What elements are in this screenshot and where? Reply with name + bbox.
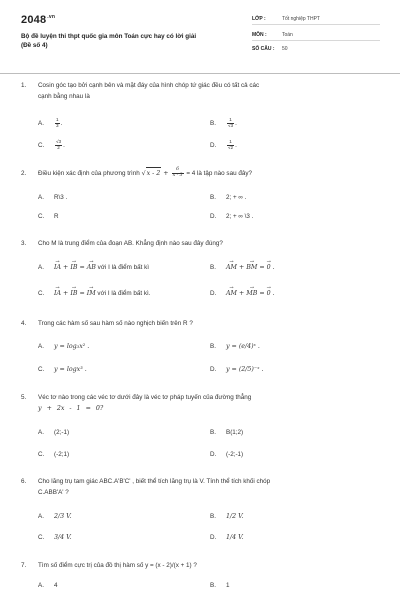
q6-option-b[interactable]: B. 1/2 V. xyxy=(210,513,244,520)
q4-option-a[interactable]: A. y = log₃x² . xyxy=(38,343,90,350)
question-7-number: 7. xyxy=(21,562,27,569)
q1-option-a[interactable]: A. $\frac{1}{3}$ . xyxy=(38,117,63,128)
q5-equation: y + 2x - 1 = 0? xyxy=(38,405,104,412)
page-header xyxy=(0,0,400,70)
exam-title-line1: Bộ đề luyện thi thpt quốc gia môn Toán cực hay có lời giải xyxy=(21,33,197,40)
q3-option-d[interactable]: D.→ AM + → MB = → 0 . xyxy=(210,290,275,297)
equation: √x - 2 + $\frac{6}{x - 3}$ xyxy=(141,167,183,178)
q3-option-b[interactable]: B.→ AM + → BM = → 0 . xyxy=(210,264,275,271)
q1-option-b[interactable]: B. $\frac{1}{√3}$ . xyxy=(210,117,237,128)
question-6-text: Cho lăng trụ tam giác ABC.A'B'C' , biết thể tích lăng trụ là V. Tính thể tích khối chóp C.ABB'A' ? xyxy=(38,478,271,496)
q4-option-b[interactable]: B. y = (e/4)ˣ . xyxy=(210,343,260,350)
header-divider xyxy=(0,73,400,74)
question-4-number: 4. xyxy=(21,320,27,327)
exam-title xyxy=(21,33,241,50)
question-3-number: 3. xyxy=(21,240,27,247)
question-1-number: 1. xyxy=(21,82,27,89)
q6-option-a[interactable]: A. 2/3 V. xyxy=(38,513,72,520)
q6-option-d[interactable]: D. 1/4 V. xyxy=(210,534,244,541)
question-4-text: Trong các hàm số sau hàm số nào nghịch biến trên R ? xyxy=(38,320,193,327)
q2-option-d[interactable]: D. 2; + ∞ \3 . xyxy=(210,213,254,220)
q1-option-d[interactable]: D. $\frac{1}{√2}$ . xyxy=(210,139,237,150)
question-1-text: Cosin góc tạo bởi cạnh bên và mặt đáy của hình chóp tứ giác đều có tất cả các cạnh bằng nhau là xyxy=(38,82,260,100)
exam-title-line2: (Đề số 4) xyxy=(21,41,48,49)
q1-option-c[interactable]: C. $\frac{√3}{2}$ . xyxy=(38,139,65,150)
q5-option-b[interactable]: B. B(1;2) xyxy=(210,429,244,436)
q7-option-a[interactable]: A. 4 xyxy=(38,582,58,589)
q2-option-a[interactable]: A. R\3 . xyxy=(38,194,68,201)
q2-option-c[interactable]: C. R xyxy=(38,213,59,220)
q3-option-a[interactable]: A.→ IA + → IB = → AB với I là điểm bất kì xyxy=(38,264,149,271)
question-5-number: 5. xyxy=(21,394,27,401)
q7-option-b[interactable]: B. 1 xyxy=(210,582,230,589)
q3-option-c[interactable]: C.→ IA + → IB = → IM với I là điểm bất kì. xyxy=(38,290,151,297)
meta-level: LỚP : Tốt nghiệp THPT xyxy=(252,16,320,22)
q5-option-d[interactable]: D. (-2;-1) xyxy=(210,451,244,458)
question-6-number: 6. xyxy=(21,478,27,485)
question-5-text: Véc tơ nào trong các véc tơ dưới đây là véc tơ pháp tuyến của đường thẳng y + 2x - 1 = 0? xyxy=(38,392,383,414)
q4-option-c[interactable]: C. y = logx³ . xyxy=(38,366,87,373)
question-2-number: 2. xyxy=(21,170,27,177)
q4-option-d[interactable]: D. y = (2/5)⁻ˣ . xyxy=(210,366,264,373)
q5-option-a[interactable]: A. (2;-1) xyxy=(38,429,70,436)
meta-count: SỐ CÂU : 50 xyxy=(252,46,288,52)
q5-option-c[interactable]: C. (-2;1) xyxy=(38,451,70,458)
q2-option-b[interactable]: B. 2; + ∞ . xyxy=(210,194,247,201)
q6-option-c[interactable]: C. 3/4 V. xyxy=(38,534,72,541)
site-logo[interactable]: $2048^{.vn}$ xyxy=(21,14,56,26)
question-2-text: Điều kiện xác định của phương trình √x - 2 + $\frac{6}{x - 3}$ = 4 là tập nào sau đây? xyxy=(38,167,252,178)
question-7-text: Tìm số điểm cực trị của đồ thị hàm số y = (x - 2)/(x + 1) ? xyxy=(38,562,197,569)
meta-subject: MÔN : Toán xyxy=(252,32,293,38)
question-3-text: Cho M là trung điểm của đoạn AB. Khẳng định nào sau đây đúng? xyxy=(38,240,223,247)
